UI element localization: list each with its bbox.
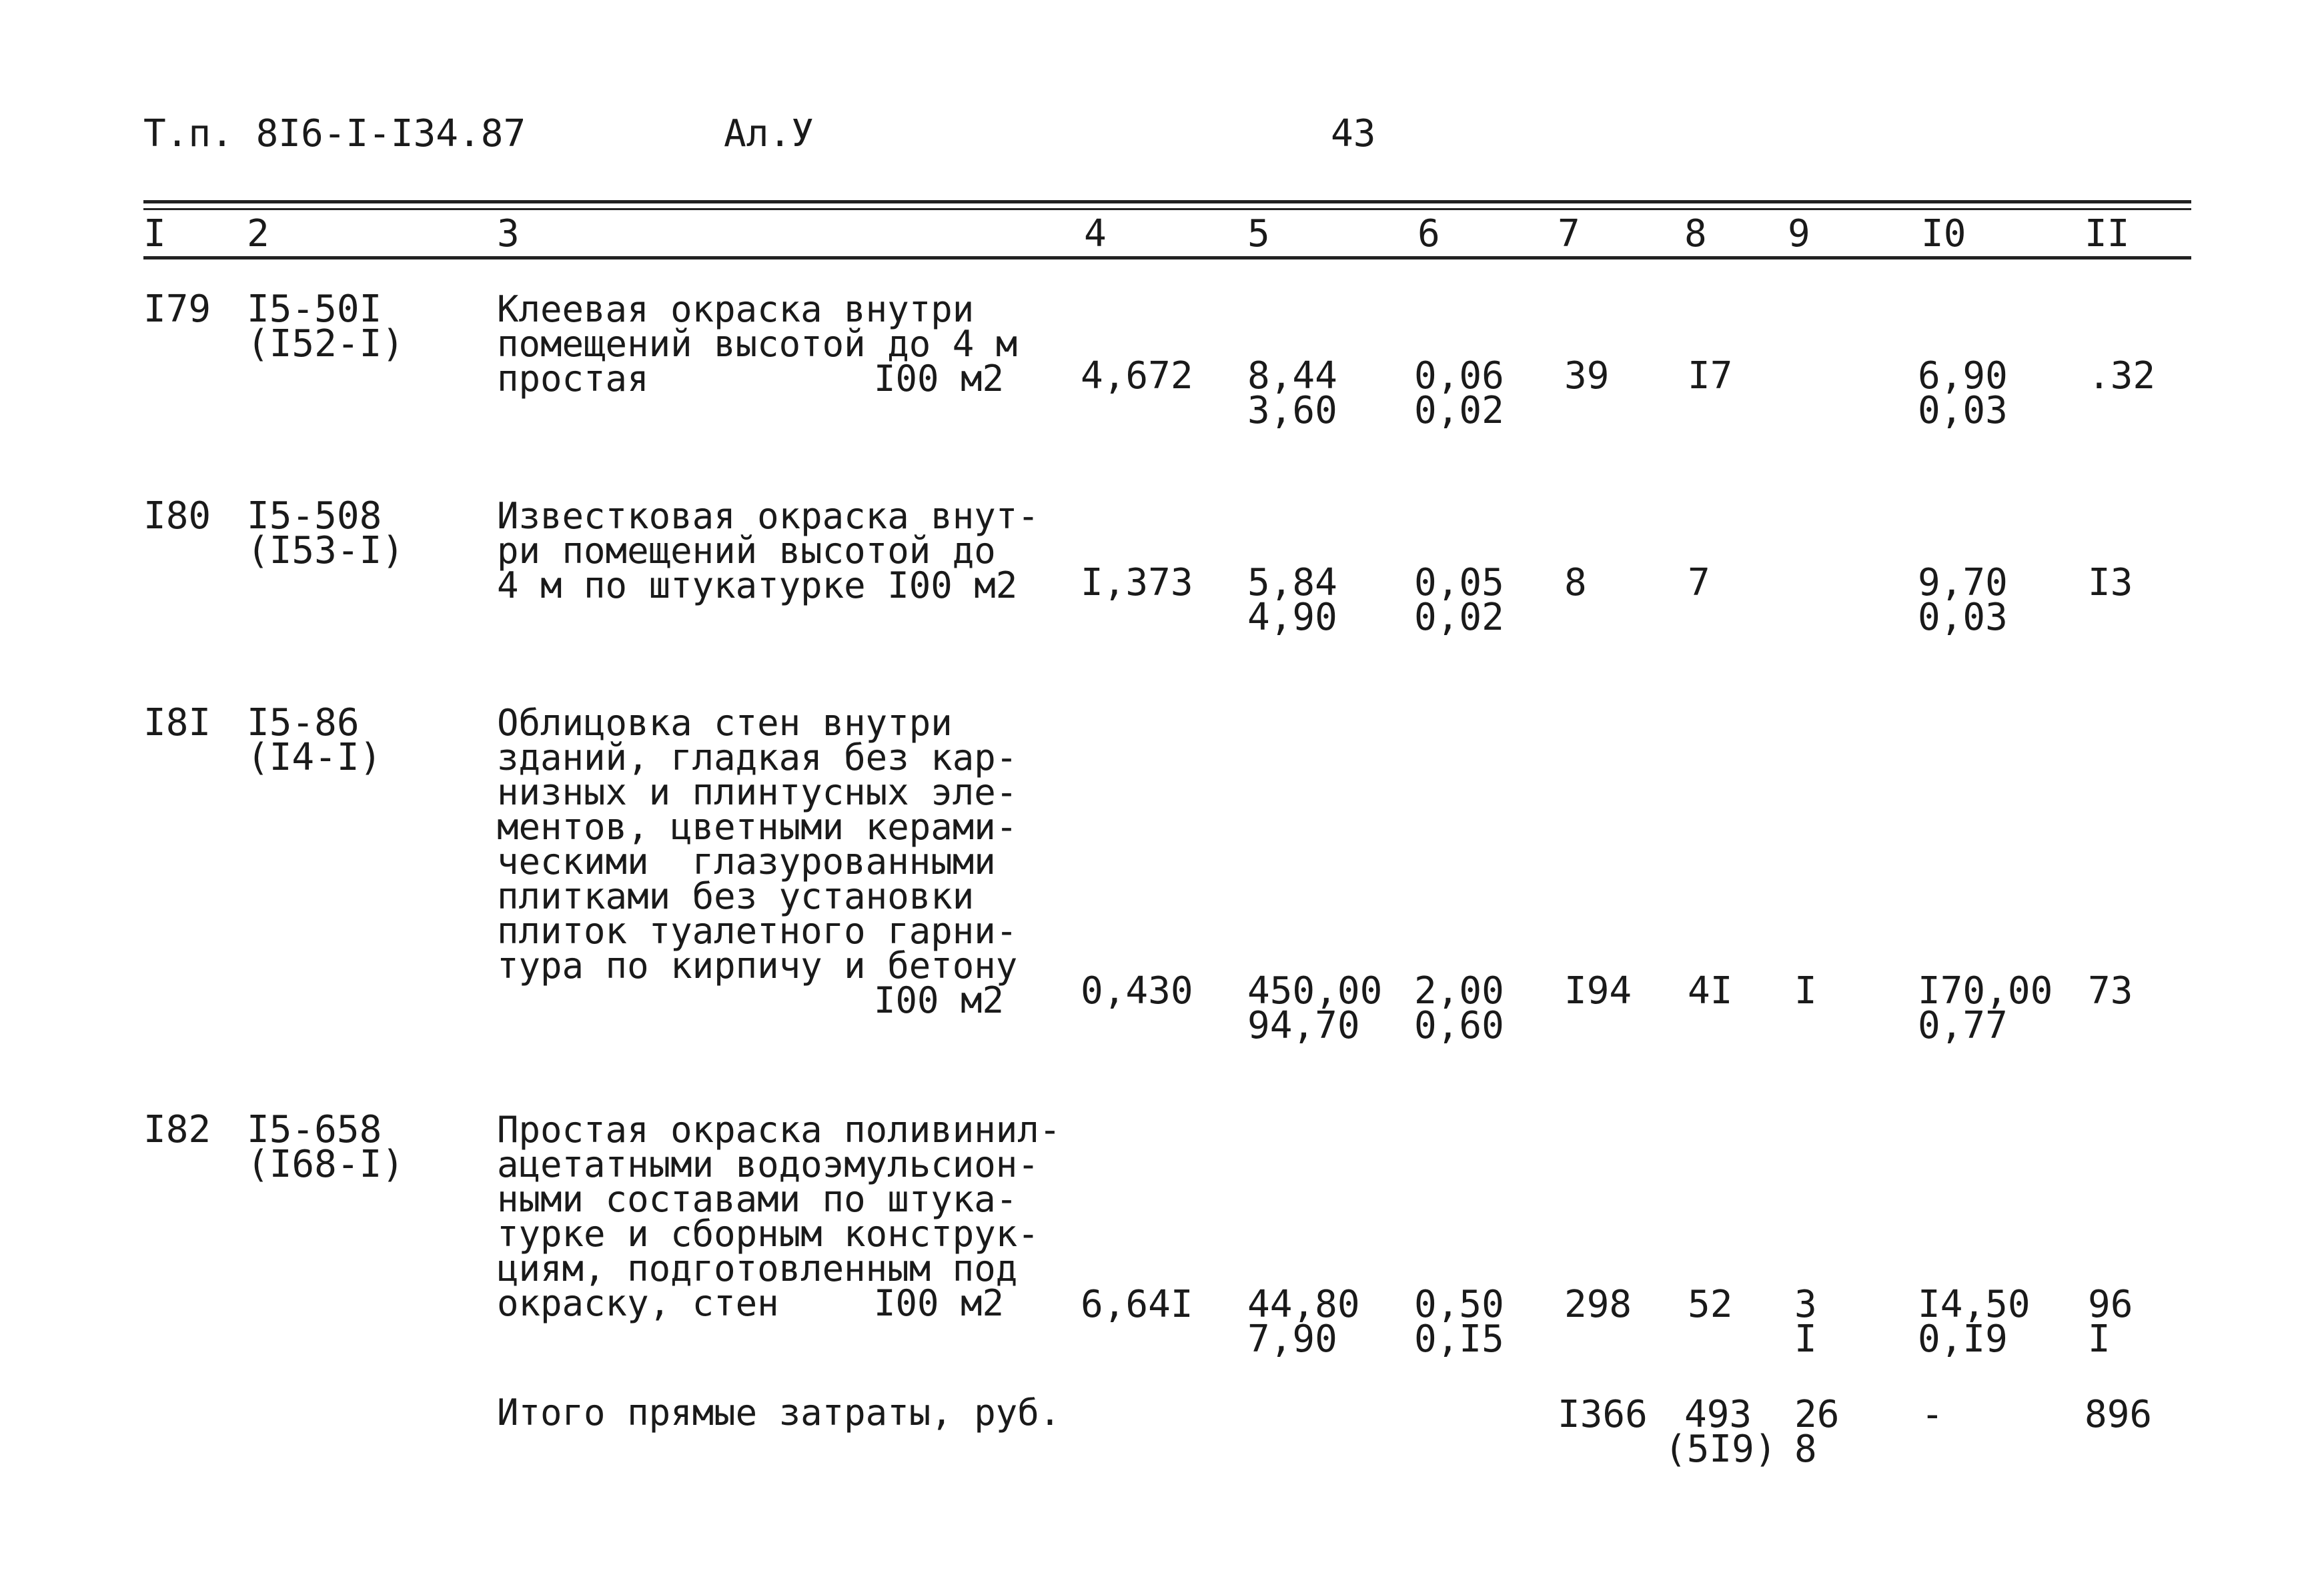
rate-code-sub: (I52-I) <box>247 322 405 366</box>
document-reference: Т.п. 8I6-I-I34.87 <box>143 112 526 155</box>
table-top-rule-inner <box>143 208 2191 210</box>
labor-per-unit-machines: 0,03 <box>1918 389 2008 432</box>
labor-total: .32 <box>2088 354 2156 398</box>
labor-per-unit-machines: 0,03 <box>1918 596 2008 639</box>
machine-wages: 0,60 <box>1414 1004 1504 1047</box>
column-header: 2 <box>247 212 269 255</box>
machine-cost: 0,06 <box>1414 354 1504 398</box>
unit-cost: 44,80 <box>1247 1283 1360 1326</box>
work-description-line: простая <box>497 358 649 400</box>
machine-wages: 0,02 <box>1414 389 1504 432</box>
unit-cost-wages: 3,60 <box>1247 389 1337 432</box>
column-header: 9 <box>1788 212 1810 255</box>
work-description-line: плиток туалетного гарни- <box>497 910 1018 952</box>
total-machines-sum: 26 <box>1794 1393 1840 1436</box>
labor-per-unit: 9,70 <box>1918 561 2008 604</box>
work-description-line: ными составами по штука- <box>497 1178 1018 1220</box>
work-description-line: 4 м по штукатурке I00 м2 <box>497 564 1018 606</box>
total-cost: 8 <box>1564 561 1587 604</box>
labor-total: 96 <box>2088 1283 2133 1326</box>
total-wages: I7 <box>1688 354 1733 398</box>
total-cost: 39 <box>1564 354 1610 398</box>
total-wages: 52 <box>1688 1283 1733 1326</box>
total-cost: I94 <box>1564 969 1632 1013</box>
unit-cost-wages: 4,90 <box>1247 596 1337 639</box>
labor-total: 73 <box>2088 969 2133 1013</box>
column-header: I <box>143 212 166 255</box>
machine-cost: 0,50 <box>1414 1283 1504 1326</box>
work-description-line: Клеевая окраска внутри <box>497 288 975 330</box>
total-cost-sum: I366 <box>1558 1393 1648 1436</box>
work-description-line: Известковая окраска внут- <box>497 495 1039 537</box>
unit-of-measure: I00 м2 <box>874 979 1005 1021</box>
unit-cost: 450,00 <box>1247 969 1383 1013</box>
work-description-line: Облицовка стен внутри <box>497 702 953 744</box>
labor-per-unit: I70,00 <box>1918 969 2053 1013</box>
rate-code: I5-50I <box>247 288 382 331</box>
rate-code-sub: (I4-I) <box>247 736 382 779</box>
rate-code: I5-658 <box>247 1108 382 1151</box>
quantity: 4,672 <box>1081 354 1193 398</box>
work-description-line: плитками без установки <box>497 875 975 917</box>
unit-cost: 8,44 <box>1247 354 1337 398</box>
rate-code: I5-86 <box>247 701 360 744</box>
total-machines-wages: I <box>1794 1318 1817 1361</box>
work-description-line: ментов, цветными керами- <box>497 806 1018 848</box>
column-header: 3 <box>497 212 520 255</box>
unit-cost-wages: 94,70 <box>1247 1004 1360 1047</box>
column-header: I0 <box>1921 212 1966 255</box>
total-labor-per-unit: - <box>1921 1393 1944 1436</box>
work-description-line: низных и плинтусных эле- <box>497 771 1018 813</box>
row-number: I82 <box>143 1108 211 1151</box>
column-header: 8 <box>1684 212 1707 255</box>
header-bottom-rule <box>143 256 2191 259</box>
work-description-line: зданий, гладкая без кар- <box>497 736 1018 778</box>
unit-cost-wages: 7,90 <box>1247 1318 1337 1361</box>
total-cost: 298 <box>1564 1283 1632 1326</box>
page-number: 43 <box>1331 112 1376 155</box>
labor-per-unit-machines: 0,I9 <box>1918 1318 2008 1361</box>
labor-total: I3 <box>2088 561 2133 604</box>
quantity: 6,64I <box>1081 1283 1193 1326</box>
total-wages-adjusted: (5I9) <box>1664 1428 1777 1471</box>
work-description-line: окраску, стен <box>497 1282 779 1324</box>
total-labor-sum: 896 <box>2085 1393 2153 1436</box>
total-wages: 7 <box>1688 561 1710 604</box>
work-description-line: Простая окраска поливинил- <box>497 1109 1061 1151</box>
quantity: I,373 <box>1081 561 1193 604</box>
labor-per-unit: 6,90 <box>1918 354 2008 398</box>
table-top-rule <box>143 200 2191 203</box>
total-wages: 4I <box>1688 969 1733 1013</box>
work-description-line: ацетатными водоэмульсион- <box>497 1143 1039 1185</box>
total-machines: 3 <box>1794 1283 1817 1326</box>
work-description-line: циям, подготовленным под <box>497 1247 1018 1289</box>
column-header: 7 <box>1558 212 1580 255</box>
unit-of-measure: I00 м2 <box>874 358 1005 400</box>
work-description-line: ри помещений высотой до <box>497 530 996 572</box>
machine-wages: 0,02 <box>1414 596 1504 639</box>
unit-of-measure: I00 м2 <box>874 1282 1005 1324</box>
total-wages-sum: 493 <box>1684 1393 1752 1436</box>
total-machines-wages-sum: 8 <box>1794 1428 1817 1471</box>
rate-code-sub: (I53-I) <box>247 529 405 572</box>
unit-cost: 5,84 <box>1247 561 1337 604</box>
rate-code-sub: (I68-I) <box>247 1143 405 1186</box>
labor-per-unit: I4,50 <box>1918 1283 2030 1326</box>
machine-wages: 0,I5 <box>1414 1318 1504 1361</box>
total-machines: I <box>1794 969 1817 1013</box>
total-label: Итого прямые затраты, руб. <box>497 1392 1061 1434</box>
work-description-line: турке и сборным конструк- <box>497 1213 1039 1255</box>
column-header: 4 <box>1084 212 1107 255</box>
work-description-line: ческими глазурованными <box>497 841 996 883</box>
labor-total-machines: I <box>2088 1318 2111 1361</box>
work-description-line: помещений высотой до 4 м <box>497 323 1018 365</box>
column-header: 6 <box>1417 212 1440 255</box>
row-number: I8I <box>143 701 211 744</box>
machine-cost: 2,00 <box>1414 969 1504 1013</box>
work-description-line: тура по кирпичу и бетону <box>497 945 1018 987</box>
row-number: I79 <box>143 288 211 331</box>
quantity: 0,430 <box>1081 969 1193 1013</box>
labor-per-unit-machines: 0,77 <box>1918 1004 2008 1047</box>
column-header: 5 <box>1247 212 1270 255</box>
machine-cost: 0,05 <box>1414 561 1504 604</box>
rate-code: I5-508 <box>247 494 382 538</box>
column-header: II <box>2085 212 2130 255</box>
row-number: I80 <box>143 494 211 538</box>
album-label: Ал.У <box>724 112 814 155</box>
